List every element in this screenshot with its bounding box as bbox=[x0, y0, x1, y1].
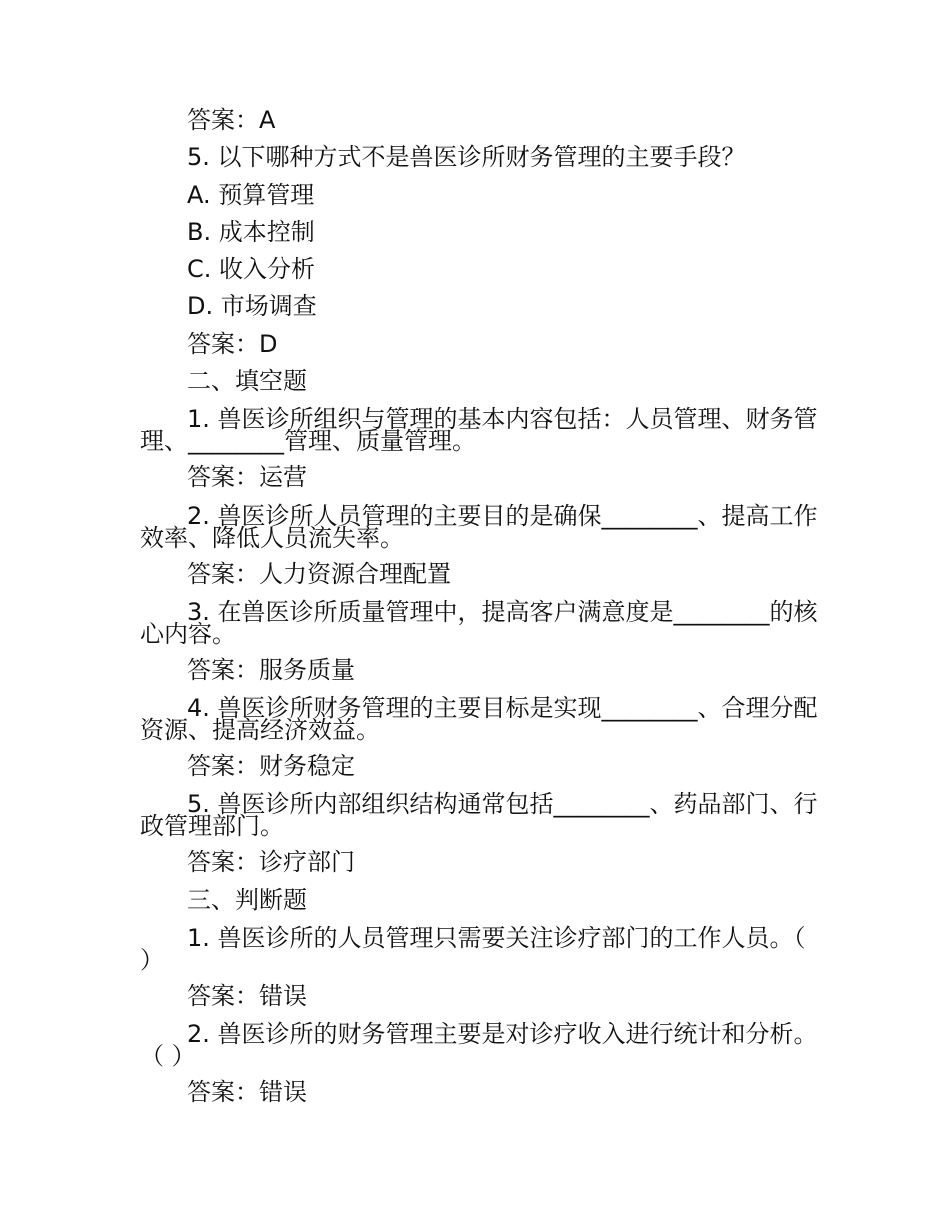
question-line: 5. 以下哪种方式不是兽医诊所财务管理的主要手段？ bbox=[187, 143, 746, 171]
question-paragraph: 3. 在兽医诊所质量管理中，提高客户满意度是________的核心内容。 bbox=[140, 598, 818, 648]
answer-line: 答案：错误 bbox=[187, 1078, 307, 1106]
answer-line: 答案：财务稳定 bbox=[187, 752, 355, 780]
answer-line: 答案：A bbox=[187, 106, 276, 134]
question-paragraph: 4. 兽医诊所财务管理的主要目标是实现________、合理分配资源、提高经济效益。 bbox=[140, 694, 818, 744]
answer-line: 答案：诊疗部门 bbox=[187, 848, 355, 876]
option-line: D. 市场调查 bbox=[187, 292, 317, 320]
answer-line: 答案：人力资源合理配置 bbox=[187, 560, 451, 588]
question-paragraph: 5. 兽医诊所内部组织结构通常包括________、药品部门、行政管理部门。 bbox=[140, 790, 818, 840]
answer-line: 答案：D bbox=[187, 330, 278, 358]
answer-line: 答案：服务质量 bbox=[187, 656, 355, 684]
option-line: A. 预算管理 bbox=[187, 181, 315, 209]
answer-line: 答案：错误 bbox=[187, 982, 307, 1010]
question-paragraph: 1. 兽医诊所的人员管理只需要关注诊疗部门的工作人员。（ ） bbox=[140, 924, 806, 974]
section-heading: 二、填空题 bbox=[187, 367, 307, 395]
question-paragraph: 1. 兽医诊所组织与管理的基本内容包括：人员管理、财务管理、________管理、质量管理。 bbox=[140, 405, 818, 455]
option-line: C. 收入分析 bbox=[187, 255, 316, 283]
question-paragraph: 2. 兽医诊所人员管理的主要目的是确保________、提高工作效率、降低人员流失率。 bbox=[140, 502, 818, 552]
answer-line: 答案：运营 bbox=[187, 463, 307, 491]
option-line: B. 成本控制 bbox=[187, 218, 315, 246]
question-paragraph: 2. 兽医诊所的财务管理主要是对诊疗收入进行统计和分析。（ ） bbox=[140, 1020, 818, 1070]
section-heading: 三、判断题 bbox=[187, 886, 307, 914]
